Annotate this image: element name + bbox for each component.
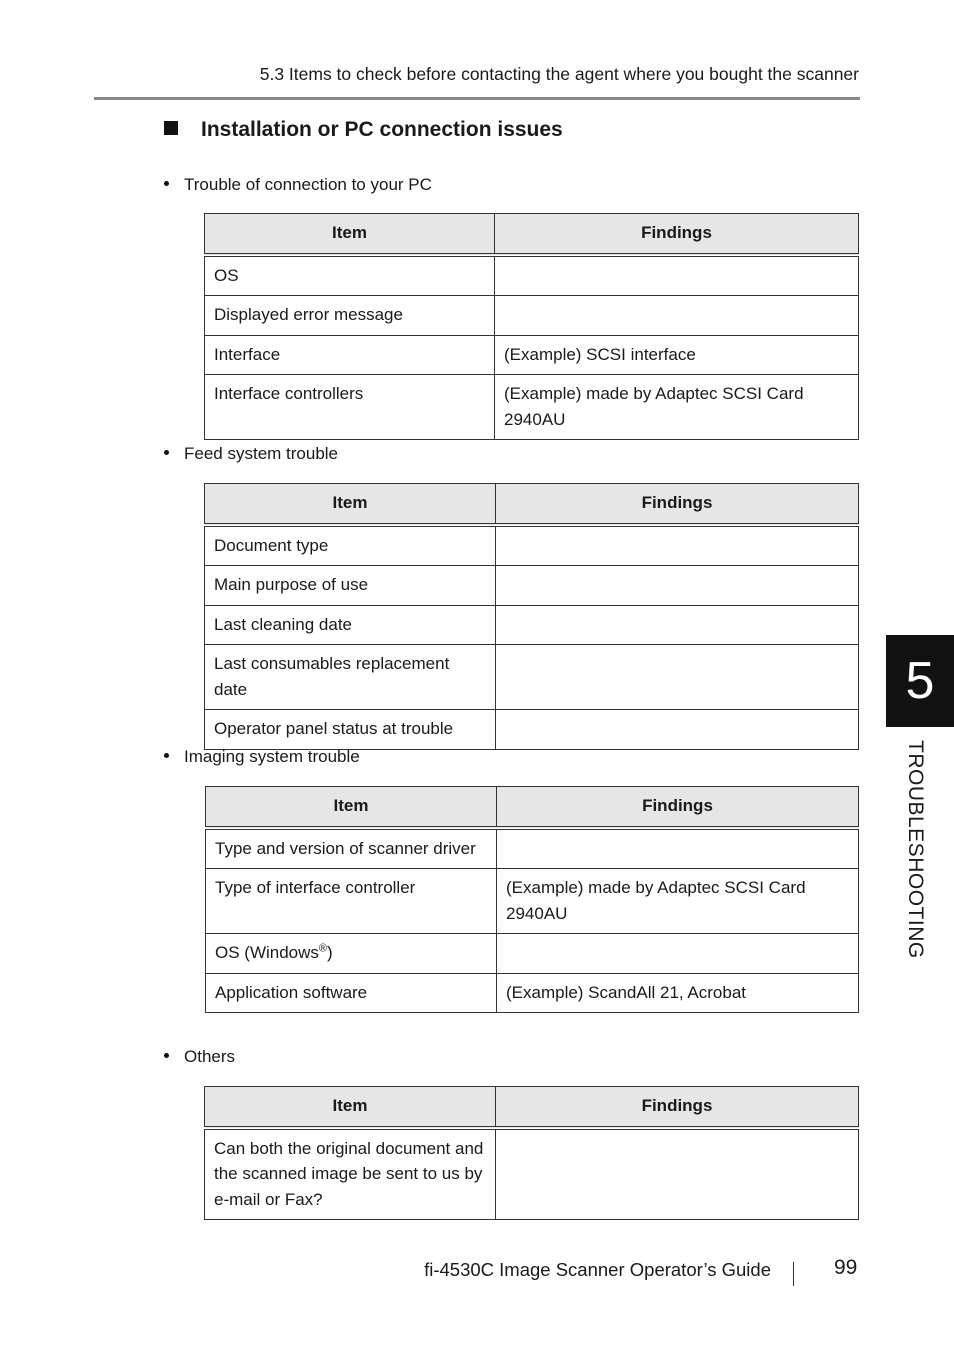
table-row <box>205 296 859 336</box>
column-header-item: Item <box>205 484 496 525</box>
footer-guide-title: fi-4530C Image Scanner Operator’s Guide <box>424 1259 771 1280</box>
table-row <box>205 1128 859 1220</box>
findings-cell <box>495 296 859 336</box>
item-cell: Last consumables replacement date <box>205 645 496 710</box>
findings-cell <box>495 255 859 296</box>
bullet-text: Trouble of connection to your PC <box>184 175 432 194</box>
table-row <box>205 645 859 710</box>
others-table <box>204 1086 859 1220</box>
page-number: 99 <box>834 1256 858 1279</box>
table-header-row <box>205 1087 859 1128</box>
os-label-suffix: ) <box>327 943 333 962</box>
findings-cell <box>496 710 859 750</box>
item-cell: Displayed error message <box>205 296 495 336</box>
bullet-feed-trouble <box>164 444 338 464</box>
item-cell: Type of interface controller <box>206 869 497 934</box>
os-label: OS (Windows <box>215 943 319 962</box>
section-heading <box>164 118 563 142</box>
findings-cell <box>496 1128 859 1220</box>
item-cell: Main purpose of use <box>205 566 496 606</box>
chapter-number-tab: 5 <box>886 635 954 727</box>
item-cell: Interface controllers <box>205 375 495 440</box>
table-row <box>205 566 859 606</box>
bullet-dot-icon <box>164 1053 169 1058</box>
findings-cell <box>496 525 859 566</box>
column-header-item: Item <box>206 787 497 828</box>
column-header-findings: Findings <box>496 484 859 525</box>
footer-separator <box>793 1262 794 1286</box>
bullet-connection-trouble <box>164 175 432 195</box>
table-row <box>205 255 859 296</box>
findings-cell: (Example) made by Adaptec SCSI Card 2940AU <box>495 375 859 440</box>
item-cell: Type and version of scanner driver <box>206 828 497 869</box>
column-header-findings: Findings <box>497 787 859 828</box>
table-row <box>205 710 859 750</box>
table-row <box>206 869 859 934</box>
table-header-row <box>206 787 859 828</box>
imaging-trouble-table <box>205 786 859 1013</box>
table-row <box>206 973 859 1013</box>
running-header: 5.3 Items to check before contacting the agent where you bought the scanner <box>259 64 859 84</box>
bullet-text: Others <box>184 1047 236 1066</box>
header-rule <box>94 97 860 100</box>
findings-cell: (Example) ScandAll 21, Acrobat <box>497 973 859 1013</box>
bullet-text: Feed system trouble <box>184 444 339 463</box>
bullet-dot-icon <box>164 181 169 186</box>
findings-cell <box>497 934 859 974</box>
item-cell: Last cleaning date <box>205 605 496 645</box>
table-row <box>206 828 859 869</box>
table-row <box>205 605 859 645</box>
findings-cell: (Example) SCSI interface <box>495 335 859 375</box>
item-cell: Can both the original document and the scanned image be sent to us by e-mail or Fax? <box>205 1128 496 1220</box>
table-row <box>205 335 859 375</box>
column-header-item: Item <box>205 1087 496 1128</box>
findings-cell: (Example) made by Adaptec SCSI Card 2940AU <box>497 869 859 934</box>
findings-cell <box>496 645 859 710</box>
bullet-imaging-trouble <box>164 747 360 767</box>
column-header-item: Item <box>205 214 495 255</box>
feed-trouble-table <box>204 483 859 750</box>
item-cell: Application software <box>206 973 497 1013</box>
table-row <box>205 375 859 440</box>
table-header-row <box>205 214 859 255</box>
item-cell: Interface <box>205 335 495 375</box>
section-title-text: Installation or PC connection issues <box>201 118 563 141</box>
connection-trouble-table <box>204 213 859 440</box>
bullet-text: Imaging system trouble <box>184 747 360 766</box>
column-header-findings: Findings <box>496 1087 859 1128</box>
table-row <box>205 525 859 566</box>
registered-mark: ® <box>318 942 328 955</box>
table-header-row <box>205 484 859 525</box>
chapter-label: TROUBLESHOOTING <box>904 740 927 959</box>
findings-cell <box>496 566 859 606</box>
findings-cell <box>496 605 859 645</box>
bullet-dot-icon <box>164 450 169 455</box>
item-cell: Operator panel status at trouble <box>205 710 496 750</box>
item-cell <box>206 934 497 974</box>
item-cell: Document type <box>205 525 496 566</box>
bullet-dot-icon <box>164 753 169 758</box>
item-cell: OS <box>205 255 495 296</box>
column-header-findings: Findings <box>495 214 859 255</box>
square-bullet-icon <box>164 121 178 135</box>
findings-cell <box>497 828 859 869</box>
bullet-others <box>164 1047 235 1067</box>
table-row <box>206 934 859 974</box>
